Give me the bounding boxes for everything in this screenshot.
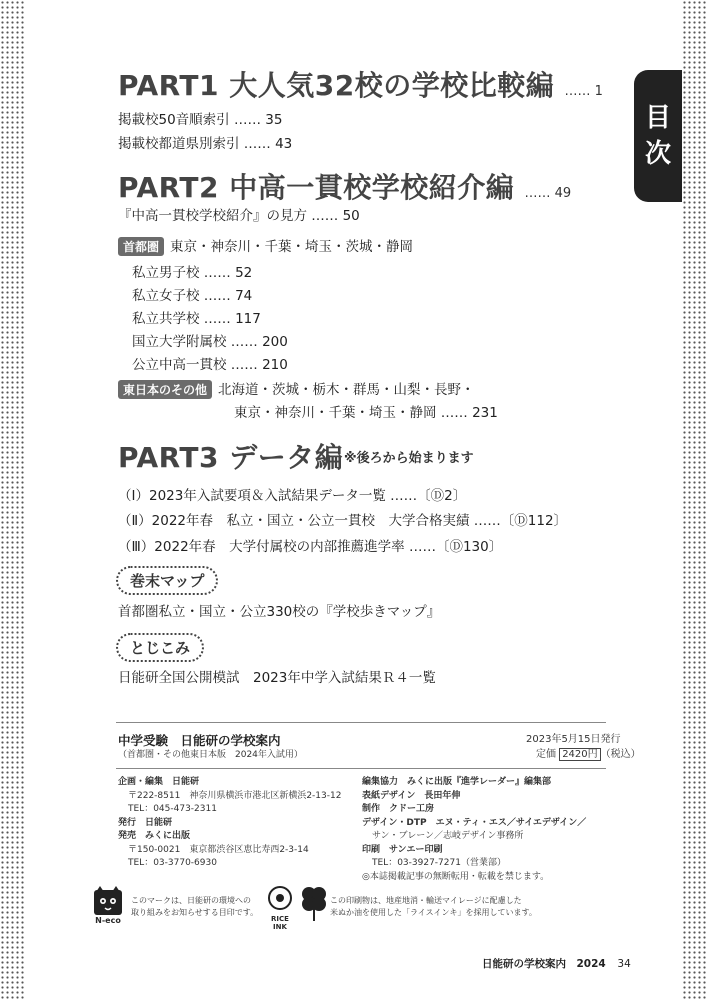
region-shutoken-prefectures: 東京・神奈川・千葉・埼玉・茨城・静岡 [170, 239, 414, 255]
colophon-left [118, 776, 341, 871]
colophon-right-line-3: 制作 クドー工房 [362, 804, 435, 814]
tojikomi-label: とじこみ [116, 633, 204, 662]
region1-item-3[interactable]: 私立共学校 …… 117 [132, 311, 261, 327]
neco-logo [90, 886, 126, 930]
rice-logo-line-2: INK [273, 923, 287, 931]
neco-cat-icon [93, 886, 123, 916]
part3-note: ※後ろから始まります [344, 451, 474, 466]
page-number: 34 [617, 958, 631, 970]
kanmatsu-map-label: 巻末マップ [116, 566, 218, 595]
region-badge-shutoken: 首都圏 [118, 237, 164, 256]
price-tax: （税込） [600, 749, 641, 760]
colophon-top-rule [116, 722, 606, 723]
part3-heading [118, 436, 343, 476]
colophon-left-line-6: 〒150-0021 東京都渋谷区恵比寿西2-3-14 [128, 844, 309, 855]
region1-item-4[interactable]: 国立大学附属校 …… 200 [132, 334, 288, 350]
tab-char-2: 次 [644, 139, 671, 169]
rice-ink-logo [262, 885, 298, 929]
part1-title: PART1 大人気32校の学校比較編 [118, 69, 555, 102]
neco-logo-text: N-eco [95, 916, 121, 925]
colophon-left-line-4: 発行 日能研 [118, 817, 173, 828]
colophon-left-line-3: TEL：045-473-2311 [128, 804, 217, 814]
price-value: 2420円 [559, 748, 600, 761]
region1-item-1[interactable]: 私立男子校 …… 52 [132, 265, 253, 281]
book-edition: （首都圏・その他東日本版 2024年入試用） [118, 750, 303, 760]
part1-page: …… 1 [564, 84, 603, 99]
colophon-right-line-1: 編集協力 みくに出版『進学レーダー』編集部 [362, 777, 552, 787]
part3-item-3[interactable]: （Ⅲ）2022年春 大学付属校の内部推薦進学率 ……〔Ⓓ130〕 [118, 539, 503, 555]
rice-ink-icon [262, 885, 298, 911]
colophon-right-line-7: TEL：03-3927-7271（営業部） [372, 858, 506, 868]
part2-intro[interactable]: 『中高一貫校学校紹介』の見方 …… 50 [118, 208, 360, 224]
footer [482, 956, 631, 971]
part3-title: PART3 データ編 [118, 441, 344, 474]
region-badge-higashinihon: 東日本のその他 [118, 380, 212, 399]
colophon-right-line-2: 表紙デザイン 長田年伸 [362, 790, 461, 801]
neco-text-1: このマークは、日能研の環境への [131, 896, 251, 905]
colophon-right-line-5: サン・ブレーン／志岐デザイン事務所 [372, 831, 524, 841]
book-title: 中学受験 日能研の学校案内 [118, 733, 281, 748]
price-line [536, 748, 641, 762]
colophon-right-line-6: 印刷 サンエー印刷 [362, 844, 443, 855]
colophon-right [362, 776, 586, 884]
contents-tab [634, 70, 682, 202]
part3-item-1[interactable]: （Ⅰ）2023年入試要項＆入試結果データ一覧 ……〔Ⓓ2〕 [118, 488, 467, 504]
colophon-mid-rule [116, 768, 606, 769]
colophon-left-line-7: TEL：03-3770-6930 [128, 858, 217, 868]
region-higashinihon [118, 378, 475, 399]
colophon-left-line-5: 発売 みくに出版 [118, 831, 191, 841]
kanmatsu-map-text[interactable]: 首都圏私立・国立・公立330校の『学校歩きマップ』 [118, 604, 441, 620]
clover-icon [300, 885, 328, 925]
clover-logo [300, 885, 328, 929]
region-shutoken [118, 235, 413, 256]
rice-ink-description [330, 895, 537, 919]
neco-text-2: 取り組みをお知らせする目印です。 [131, 908, 259, 917]
price-label: 定価 [536, 749, 556, 760]
issue-date: 2023年5月15日発行 [526, 734, 621, 745]
left-dot-border [0, 0, 26, 1000]
colophon-left-line-1: 企画・編集 日能研 [118, 777, 200, 787]
region1-item-2[interactable]: 私立女子校 …… 74 [132, 288, 253, 304]
region2-line-2[interactable]: 東京・神奈川・千葉・埼玉・静岡 …… 231 [234, 405, 498, 421]
part1-item-1[interactable]: 掲載校50音順索引 …… 35 [118, 112, 283, 128]
tab-char-1: 目 [644, 103, 671, 133]
part2-heading [118, 166, 571, 206]
region1-item-5[interactable]: 公立中高一貫校 …… 210 [132, 357, 288, 373]
ink-text-2: 米ぬか油を使用した「ライスインキ」を採用しています。 [330, 908, 537, 917]
part3-item-2[interactable]: （Ⅱ）2022年春 私立・国立・公立一貫校 大学合格実績 ……〔Ⓓ112〕 [118, 513, 568, 529]
ink-text-1: この印刷物は、地産地消・輸送マイレージに配慮した [330, 896, 522, 905]
part2-page: …… 49 [524, 186, 572, 201]
part2-title: PART2 中高一貫校学校紹介編 [118, 171, 515, 204]
rice-logo-line-1: RICE [271, 915, 289, 923]
right-dot-border [682, 0, 708, 1000]
part1-heading [118, 64, 603, 104]
part1-item-2[interactable]: 掲載校都道県別索引 …… 43 [118, 136, 293, 152]
colophon-right-line-4: デザイン・DTP エヌ・ティ・エス／サイエデザイン／ [362, 817, 587, 828]
colophon-right-line-8: ◎本誌掲載記事の無断転用・転載を禁じます。 [362, 871, 550, 882]
tojikomi-text[interactable]: 日能研全国公開模試 2023年中学入試結果Ｒ４一覧 [118, 670, 436, 686]
neco-description [131, 895, 258, 919]
region2-line-1[interactable]: 北海道・茨城・栃木・群馬・山梨・長野・ [218, 382, 475, 398]
colophon-left-line-2: 〒222-8511 神奈川県横浜市港北区新横浜2-13-12 [128, 790, 342, 801]
footer-text: 日能研の学校案内 2024 [482, 958, 606, 970]
